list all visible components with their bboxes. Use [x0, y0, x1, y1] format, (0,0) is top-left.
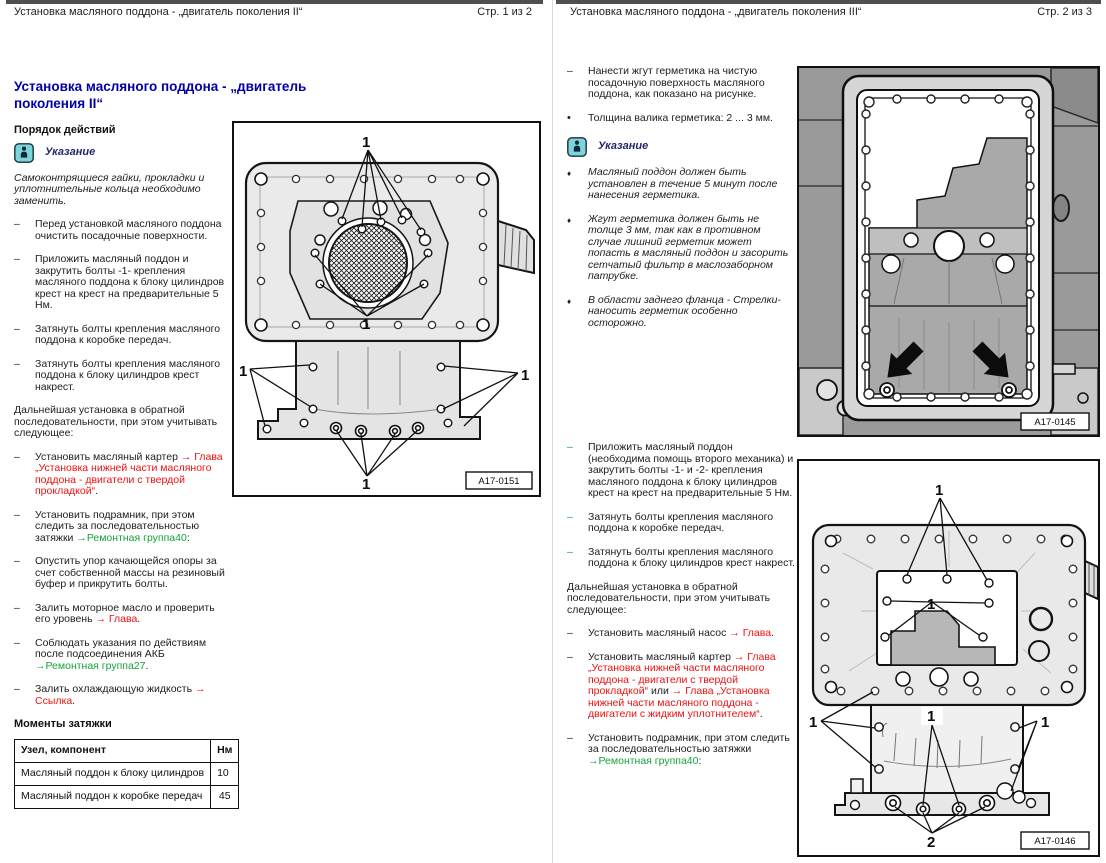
- text-segment: Перед установкой масляного поддона очистить посадочные поверхности.: [35, 218, 222, 242]
- figure-code: [466, 472, 532, 489]
- text-segment: .: [145, 659, 149, 672]
- callout-1-label: 1: [362, 316, 371, 333]
- list-item: [567, 167, 795, 202]
- list-item: [567, 733, 795, 768]
- list-item: [567, 652, 795, 721]
- list-item-text: [35, 324, 230, 347]
- text-segment: Приложить масляный поддон и закрутить болты -1- крепления масляного поддона к блоку цилиндров крест на крест на предварительные 5 Нм.: [35, 253, 225, 311]
- list-marker: ♦: [567, 296, 572, 306]
- note-label: Указание: [45, 145, 96, 158]
- list-item: [14, 510, 230, 545]
- sealant-step-list: [567, 66, 795, 101]
- figure-code-label: A17-0151: [478, 476, 520, 487]
- figure-code-label: A17-0145: [1034, 417, 1076, 428]
- text-segment: Установить масляный насос: [588, 627, 730, 639]
- page-title: Установка масляного поддона - „двигатель поколения II“: [14, 79, 307, 111]
- list-marker: •: [567, 111, 571, 124]
- text-segment: Затянуть болты крепления масляного поддона к блоку цилиндров крест накрест.: [35, 357, 221, 393]
- section-heading-procedure: Порядок действий: [14, 124, 116, 136]
- page-header-title: Установка масляного поддона - „двигатель поколения III“: [570, 6, 862, 18]
- text-segment: Установить масляный картер: [588, 650, 734, 663]
- text-segment: :: [186, 531, 190, 544]
- text-segment: :: [698, 754, 702, 767]
- list-item-text: [588, 512, 795, 535]
- text-segment: Установить масляный картер: [35, 450, 181, 463]
- list-item: [567, 113, 795, 125]
- list-marker: –: [14, 683, 20, 695]
- caution-note-list: [567, 167, 795, 329]
- table-cell: Масляный поддон к блоку цилиндров: [15, 762, 211, 785]
- manual-page-2: [555, 0, 1106, 863]
- list-marker: ♦: [567, 169, 572, 178]
- list-item-text: [35, 603, 230, 626]
- figure-a17-0145: [797, 66, 1100, 437]
- text-segment: Затянуть болты крепления масляного поддона к блоку цилиндров крест накрест.: [588, 545, 795, 569]
- list-marker: –: [567, 650, 573, 663]
- text-segment: Приложить масляный поддон (необходима помощь второго механика) и закрутить болты -1- и -2- крепления масляного поддона к блоку цилиндров крест на крест на предварительные 5 Нм.: [588, 441, 794, 499]
- list-item: [567, 547, 795, 570]
- callout-1-label: 1: [362, 476, 371, 493]
- list-marker: –: [567, 545, 573, 558]
- callout-1-label: 1: [1041, 714, 1050, 731]
- section-heading-torques: Моменты затяжки: [14, 718, 112, 730]
- list-marker: –: [14, 601, 20, 614]
- oil-pan-lower-section: [258, 341, 480, 439]
- text-segment: .: [759, 708, 763, 720]
- page-top-border: [6, 0, 543, 4]
- list-marker: –: [14, 636, 20, 649]
- column-header: Узел, компонент: [15, 739, 211, 762]
- list-marker: –: [14, 555, 20, 567]
- reassembly-paragraph: Дальнейшая установка в обратной последовательности, при этом учитывать следующее:: [567, 580, 771, 616]
- list-item: [567, 628, 795, 640]
- figure-code: [1021, 413, 1089, 430]
- reference-link[interactable]: → Глава: [95, 613, 138, 625]
- note-paragraph: Самоконтрящиеся гайки, прокладки и уплотнительные кольца необходимо заменить.: [14, 171, 205, 207]
- reference-link[interactable]: → Глава „Установка нижней части масляного поддона - двигатели с твердой прокладкой“: [588, 650, 776, 697]
- text-segment: Затянуть болты крепления масляного поддона к коробке передач.: [588, 510, 774, 534]
- text-segment: .: [72, 694, 76, 707]
- list-item-text: [588, 733, 795, 768]
- text-segment: В области заднего фланца - Стрелки- наносить герметик особенно осторожно.: [588, 293, 781, 329]
- list-item: [14, 359, 230, 394]
- list-item-text: [35, 219, 230, 242]
- text-segment: Толщина валика герметика: 2 ... 3 мм.: [588, 111, 773, 124]
- figure-code: [1021, 832, 1089, 849]
- callout-1-label: 1: [809, 714, 818, 731]
- reference-link[interactable]: →Ремонтная группа40: [76, 531, 187, 544]
- reference-link[interactable]: → Ссылка: [35, 683, 206, 707]
- list-marker: –: [567, 441, 573, 453]
- list-marker: ♦: [567, 215, 572, 225]
- figure-code-label: A17-0146: [1034, 836, 1076, 847]
- list-item: [14, 324, 230, 347]
- text-segment: Залить охлаждающую жидкость: [35, 683, 195, 695]
- list-item-text: [588, 442, 795, 500]
- reference-link[interactable]: → Глава „Установка нижней части масляного поддона - двигатели с твердой прокладкой“: [35, 450, 223, 497]
- text-segment: Соблюдать указания по действиям после подсоединения АКБ: [35, 636, 207, 660]
- list-item: [14, 219, 230, 242]
- text-segment: Установить подрамник, при этом следить за последовательностью затяжки: [588, 731, 790, 755]
- list-marker: –: [14, 322, 20, 335]
- list-item-text: [588, 295, 795, 330]
- oil-pan-bolt-diagram: [799, 461, 1098, 855]
- list-item: [567, 512, 795, 535]
- procedure-step-list: [14, 219, 230, 393]
- bead-spec-list: [567, 113, 795, 125]
- list-item-text: [588, 167, 795, 202]
- text-segment: Масляный поддон должен быть установлен в течение 5 минут после нанесения герметика.: [588, 166, 778, 201]
- info-icon: [567, 137, 587, 157]
- list-item-text: [588, 652, 795, 721]
- reassembly-step-list: [14, 452, 230, 708]
- list-item-text: [35, 510, 230, 545]
- list-item: [14, 684, 230, 707]
- list-item-text: [35, 254, 230, 312]
- callout-1-label: 1: [239, 363, 248, 380]
- list-item-text: [588, 628, 795, 640]
- table-cell: 45: [211, 785, 239, 808]
- install-step-list: [567, 442, 795, 570]
- list-marker: –: [14, 253, 20, 265]
- list-item-text: [35, 452, 230, 498]
- reference-link[interactable]: →Ремонтная группа40: [588, 754, 699, 767]
- text-segment: Опустить упор качающейся опоры за счет собственной массы на резиновый буфер и прикрутить болты.: [35, 555, 225, 590]
- oil-pan-sealing-surface: [843, 76, 1075, 420]
- list-item: [14, 603, 230, 626]
- list-marker: –: [567, 731, 573, 744]
- text-segment: Залить моторное масло и проверить его уровень: [35, 601, 215, 625]
- list-item-text: [35, 638, 230, 673]
- callout-1-label: 1: [927, 708, 936, 725]
- list-marker: –: [567, 65, 573, 77]
- figure-a17-0151: [232, 121, 541, 497]
- list-marker: –: [14, 450, 20, 463]
- reassembly-step-list: [567, 628, 795, 767]
- list-marker: –: [14, 357, 20, 370]
- list-item: [14, 452, 230, 498]
- torque-table: [14, 739, 239, 809]
- oil-strainer-mesh: [329, 224, 407, 302]
- page-number: Стр. 1 из 2: [477, 6, 532, 18]
- table-header-row: [15, 739, 239, 762]
- text-column: [14, 78, 307, 809]
- page-header: [570, 6, 1092, 18]
- list-item-text: [588, 113, 795, 125]
- text-segment: Затянуть болты крепления масляного поддона к коробке передач.: [35, 322, 221, 346]
- text-segment: Жгут герметика должен быть не толще 3 мм, так как в противном случае лишний герметик может попасть в масляный поддон и засорить сетчатый фильтр в маслозаборном патрубке.: [588, 212, 789, 282]
- text-segment: Нанести жгут герметика на чистую посадочную поверхность масляного поддона, как показано на рисунке.: [588, 65, 765, 100]
- list-item-text: [35, 359, 230, 394]
- text-column: [567, 66, 795, 779]
- reassembly-paragraph: Дальнейшая установка в обратной последовательности, при этом учитывать следующее:: [14, 404, 218, 439]
- text-segment: .: [137, 613, 141, 625]
- text-segment: Установить подрамник, при этом следить за последовательностью затяжки: [35, 508, 200, 544]
- list-marker: –: [14, 218, 20, 230]
- oil-pan-bolt-diagram: [234, 123, 539, 495]
- reference-link[interactable]: → Глава „Установка нижней части масляного поддона - двигатели с жидким уплотнителем“: [588, 685, 770, 720]
- page-top-border: [556, 0, 1101, 4]
- table-row: [15, 785, 239, 808]
- column-header: Нм: [211, 739, 239, 762]
- table-cell: 10: [211, 762, 239, 785]
- figure-a17-0146: [797, 459, 1100, 857]
- list-item-text: [588, 547, 795, 570]
- info-icon: [14, 143, 34, 163]
- list-item-text: [35, 556, 230, 591]
- callout-1-label: 1: [362, 134, 371, 151]
- table-row: [15, 762, 239, 785]
- text-segment: или: [648, 685, 672, 697]
- reference-link[interactable]: → Глава: [729, 627, 772, 639]
- oil-pan-top-view: [246, 163, 534, 341]
- callout-1-label: 1: [927, 596, 936, 613]
- list-item-text: [588, 66, 795, 101]
- list-item-text: [588, 214, 795, 283]
- callout-1-label: 1: [935, 482, 944, 499]
- text-segment: .: [771, 627, 774, 639]
- table-cell: Масляный поддон к коробке передач: [15, 785, 211, 808]
- page-header: [14, 6, 532, 18]
- list-item: [567, 66, 795, 101]
- oil-pan-upper-section: [813, 525, 1098, 705]
- list-item-text: [35, 684, 230, 707]
- list-item: [14, 254, 230, 312]
- list-item: [14, 556, 230, 591]
- list-marker: –: [567, 627, 573, 639]
- manual-page-1: [0, 0, 545, 863]
- note-header: [567, 136, 795, 158]
- page-number: Стр. 2 из 3: [1037, 6, 1092, 18]
- text-segment: .: [95, 485, 99, 497]
- sealant-bead-diagram: [799, 68, 1098, 435]
- callout-2-label: 2: [927, 834, 936, 851]
- list-item: [567, 214, 795, 283]
- list-item: [14, 638, 230, 673]
- list-marker: –: [14, 508, 20, 521]
- list-marker: –: [567, 510, 573, 523]
- list-item: [567, 295, 795, 330]
- page-divider: [552, 0, 553, 863]
- page-header-title: Установка масляного поддона - „двигатель поколения II“: [14, 6, 303, 18]
- note-header: [14, 142, 230, 164]
- note-label: Указание: [598, 140, 649, 153]
- list-item: [567, 442, 795, 500]
- callout-1-label: 1: [521, 367, 530, 384]
- reference-link[interactable]: →Ремонтная группа27: [35, 659, 146, 672]
